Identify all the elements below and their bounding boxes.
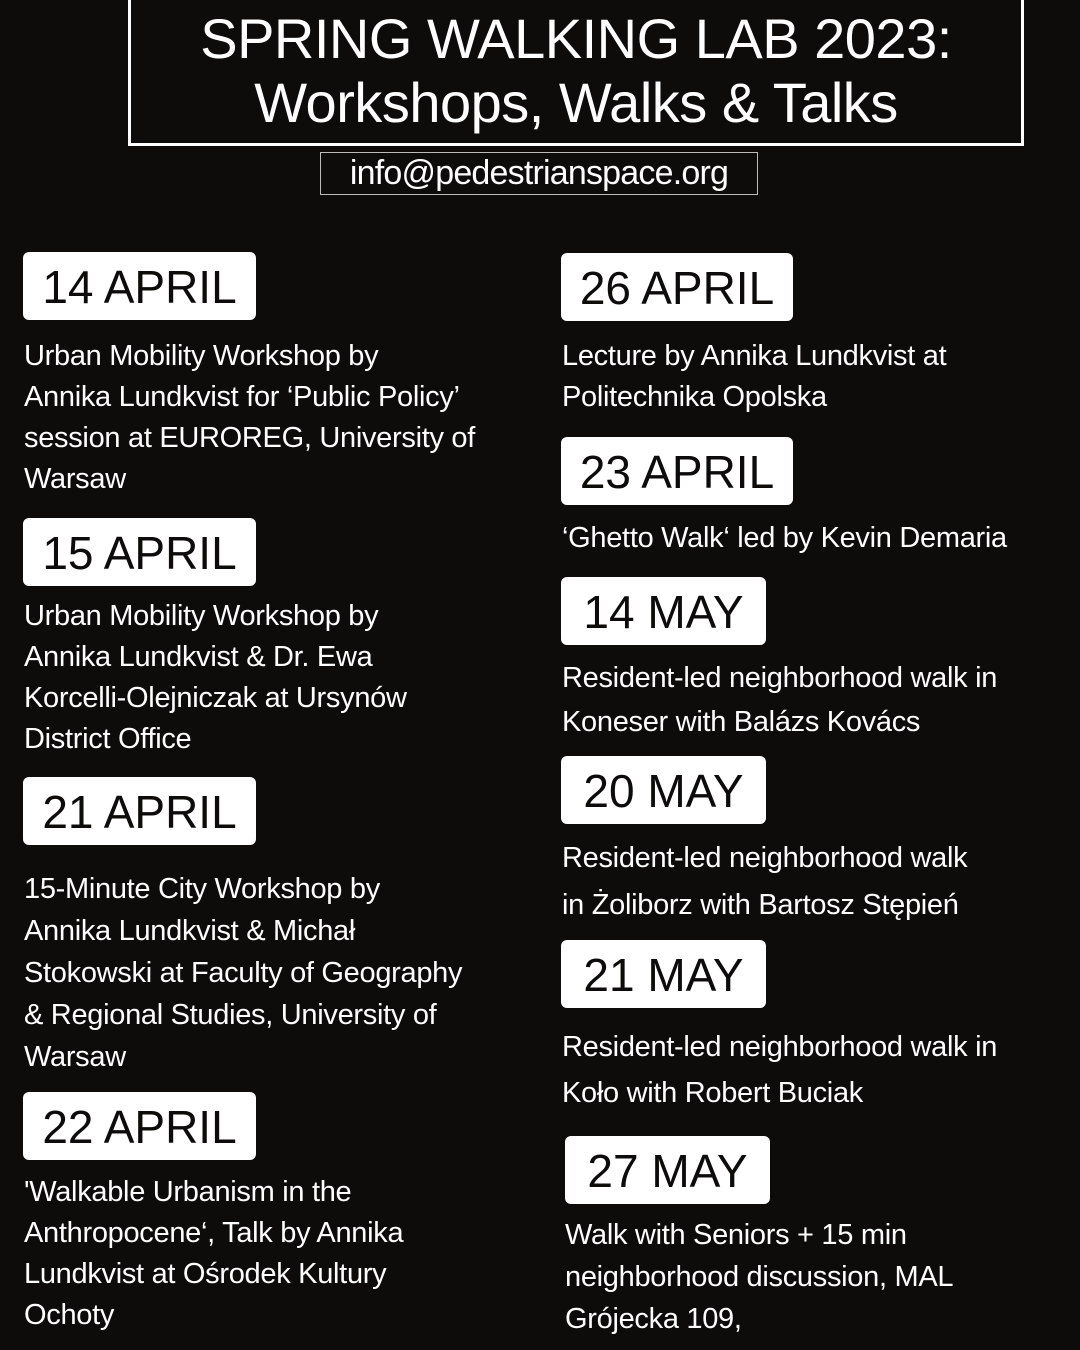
event-description-line: Korcelli-Olejniczak at Ursynów xyxy=(24,682,407,714)
event-description-line: Warsaw xyxy=(24,463,126,495)
event-description-line: District Office xyxy=(24,723,192,755)
event-description-line: 'Walkable Urbanism in the xyxy=(24,1176,352,1208)
event-description-line: Grójecka 109, xyxy=(565,1303,742,1335)
event-description xyxy=(562,835,967,929)
event-description xyxy=(24,1172,403,1336)
event-description xyxy=(562,336,946,418)
event-date-badge: 20 MAY xyxy=(561,756,766,824)
event-description-line: Stokowski at Faculty of Geography xyxy=(24,957,463,989)
event-description-line: Walk with Seniors + 15 min xyxy=(565,1219,907,1251)
title-line-1: SPRING WALKING LAB 2023: xyxy=(200,7,952,70)
event-description-line: Annika Lundkvist & Michał xyxy=(24,915,355,947)
event-description-line: Lecture by Annika Lundkvist at xyxy=(562,340,947,372)
event-date-badge: 14 APRIL xyxy=(23,252,256,320)
event-description xyxy=(565,1214,953,1340)
event-description-line: & Regional Studies, University of xyxy=(24,999,437,1031)
event-date-badge: 27 MAY xyxy=(565,1136,770,1204)
event-description-line: Ochoty xyxy=(24,1299,115,1331)
event-description-line: Koło with Robert Buciak xyxy=(562,1077,863,1109)
event-description xyxy=(24,868,462,1078)
contact-email[interactable]: info@pedestrianspace.org xyxy=(320,152,758,195)
event-description xyxy=(24,596,407,760)
event-date-badge: 21 MAY xyxy=(561,940,766,1008)
event-description xyxy=(562,1024,997,1116)
event-description-line: ‘Ghetto Walk‘ led by Kevin Demaria xyxy=(562,522,1007,554)
event-description-line: Urban Mobility Workshop by xyxy=(24,340,379,372)
event-description-line: Annika Lundkvist for ‘Public Policy’ xyxy=(24,381,460,413)
event-description-line: Koneser with Balázs Kovács xyxy=(562,706,921,738)
poster-title xyxy=(128,0,1024,146)
event-description-line: Warsaw xyxy=(24,1041,126,1073)
event-date-badge: 21 APRIL xyxy=(23,777,256,845)
event-description xyxy=(24,336,475,500)
title-line-2: Workshops, Walks & Talks xyxy=(254,71,898,134)
event-description-line: 15-Minute City Workshop by xyxy=(24,873,380,905)
event-date-badge: 23 APRIL xyxy=(561,437,793,505)
event-description xyxy=(562,518,1007,559)
event-description-line: session at EUROREG, University of xyxy=(24,422,476,454)
event-description-line: Politechnika Opolska xyxy=(562,381,827,413)
event-description-line: in Żoliborz with Bartosz Stępień xyxy=(562,889,959,921)
event-description-line: Anthropocene‘, Talk by Annika xyxy=(24,1217,404,1249)
event-description-line: neighborhood discussion, MAL xyxy=(565,1261,954,1293)
event-description-line: Annika Lundkvist & Dr. Ewa xyxy=(24,641,373,673)
event-description-line: Resident-led neighborhood walk xyxy=(562,842,968,874)
event-description-line: Lundkvist at Ośrodek Kultury xyxy=(24,1258,387,1290)
event-description-line: Resident-led neighborhood walk in xyxy=(562,662,998,694)
event-description xyxy=(562,656,997,744)
event-description-line: Resident-led neighborhood walk in xyxy=(562,1031,998,1063)
event-date-badge: 26 APRIL xyxy=(561,253,793,321)
event-date-badge: 22 APRIL xyxy=(23,1092,256,1160)
event-date-badge: 14 MAY xyxy=(561,577,766,645)
event-date-badge: 15 APRIL xyxy=(23,518,256,586)
event-description-line: Urban Mobility Workshop by xyxy=(24,600,379,632)
